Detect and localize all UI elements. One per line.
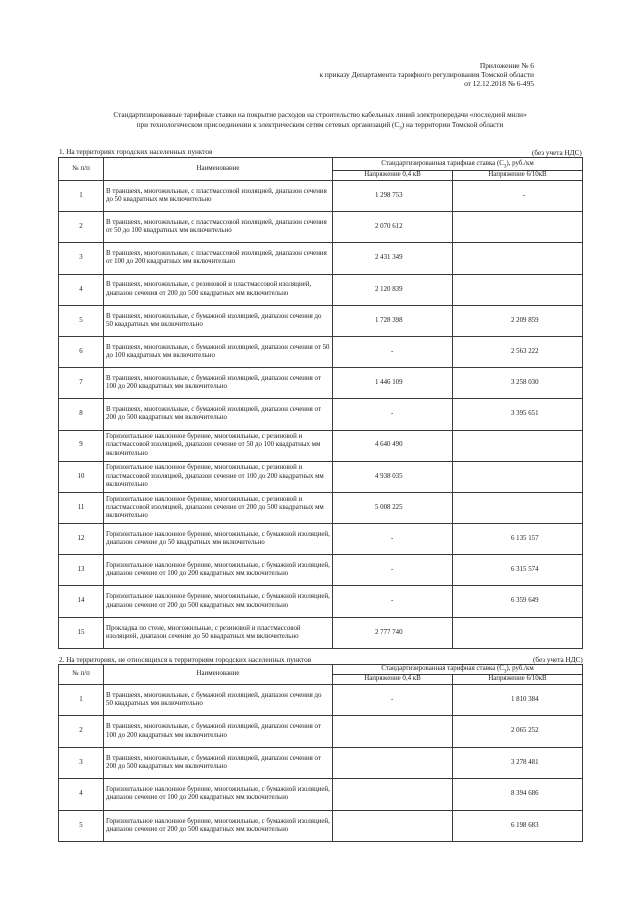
row-name: В траншеях, многожильные, с резиновой и пластмассовой изоляцией, диапазон сечения от 200 до 500 квадратных мм включительно bbox=[104, 274, 333, 305]
row-name: Горизонтальное наклонное бурение, многожильные, с бумажной изоляцией, диапазон сечение от 200 до 500 квадратных мм включительно bbox=[104, 810, 333, 841]
row-name: Горизонтальное наклонное бурение, многожильные, с бумажной изоляцией, диапазон сечение от 100 до 200 квадратных мм включительно bbox=[104, 779, 333, 810]
row-rate-0-4kv: 2 777 740 bbox=[333, 617, 453, 648]
rate-sub: 3 bbox=[503, 669, 507, 675]
table-row bbox=[59, 524, 583, 555]
row-rate-0-4kv bbox=[333, 716, 453, 747]
col-rate-header bbox=[333, 158, 583, 171]
row-rate-6-10kv bbox=[453, 243, 583, 274]
table-row bbox=[59, 747, 583, 778]
rate-pre: Стандартизированная тарифная ставка (С bbox=[381, 159, 504, 167]
row-rate-0-4kv: - bbox=[333, 336, 453, 367]
rate-post: ), руб./км bbox=[506, 665, 534, 673]
title-line-2-post: ) на территории Томской области bbox=[401, 120, 504, 129]
section-2-vat-note: (без учета НДС) bbox=[533, 656, 583, 664]
row-rate-6-10kv bbox=[453, 274, 583, 305]
table-row bbox=[59, 399, 583, 430]
row-rate-6-10kv: 6 198 683 bbox=[453, 810, 583, 841]
rate-post: ), руб./км bbox=[506, 159, 534, 167]
row-name: В траншеях, многожильные, с бумажной изоляцией, диапазон сечения от 100 до 200 квадратных мм включительно bbox=[104, 368, 333, 399]
row-name: В траншеях, многожильные, с пластмассовой изоляцией, диапазон сечения до 50 квадратных мм включительно bbox=[104, 181, 333, 212]
table-row bbox=[59, 181, 583, 212]
row-number: 6 bbox=[59, 336, 104, 367]
table-row bbox=[59, 461, 583, 492]
row-number: 4 bbox=[59, 274, 104, 305]
row-rate-0-4kv bbox=[333, 747, 453, 778]
table-row bbox=[59, 685, 583, 716]
row-rate-0-4kv: 5 008 225 bbox=[333, 492, 453, 523]
row-rate-6-10kv: 6 359 649 bbox=[453, 586, 583, 617]
row-name: В траншеях, многожильные, с бумажной изоляцией, диапазон сечения от 50 до 100 квадратных мм включительно bbox=[104, 336, 333, 367]
row-name: В траншеях, многожильные, с бумажной изоляцией, диапазон сечения от 200 до 500 квадратных мм включительно bbox=[104, 747, 333, 778]
row-name: Горизонтальное наклонное бурение, многожильные, с резиновой и пластмассовой изоляцией, диапазон сечение от 100 до 200 квадратных мм включительно bbox=[104, 461, 333, 492]
row-number: 5 bbox=[59, 305, 104, 336]
row-rate-6-10kv: 6 135 157 bbox=[453, 524, 583, 555]
row-number: 3 bbox=[59, 747, 104, 778]
row-number: 12 bbox=[59, 524, 104, 555]
title-line-2-sub: 3 bbox=[399, 125, 402, 131]
row-number: 15 bbox=[59, 617, 104, 648]
row-rate-0-4kv bbox=[333, 810, 453, 841]
row-rate-0-4kv: - bbox=[333, 586, 453, 617]
row-rate-0-4kv: 2 070 612 bbox=[333, 212, 453, 243]
row-rate-6-10kv bbox=[453, 461, 583, 492]
row-rate-6-10kv bbox=[453, 617, 583, 648]
row-number: 10 bbox=[59, 461, 104, 492]
section-2-title: 2. На территориях, не относящихся к территориям городских населенных пунктов bbox=[59, 656, 312, 664]
row-rate-0-4kv: 2 431 349 bbox=[333, 243, 453, 274]
table-row bbox=[59, 617, 583, 648]
col-name-header: Наименование bbox=[104, 158, 333, 181]
row-name: В траншеях, многожильные, с бумажной изоляцией, диапазон сечения до 50 квадратных мм включительно bbox=[104, 305, 333, 336]
row-number: 9 bbox=[59, 430, 104, 461]
row-rate-6-10kv: - bbox=[453, 181, 583, 212]
row-name: В траншеях, многожильные, с бумажной изоляцией, диапазон сечения до 50 квадратных мм включительно bbox=[104, 685, 333, 716]
table-header-row bbox=[59, 665, 583, 675]
title-line-2-pre: при технологическом присоединении к электрическим сетям сетевых организаций (С bbox=[136, 120, 400, 129]
row-number: 3 bbox=[59, 243, 104, 274]
table-row bbox=[59, 555, 583, 586]
table-row bbox=[59, 779, 583, 810]
row-rate-0-4kv: 2 120 839 bbox=[333, 274, 453, 305]
title-line-1: Стандартизированные тарифные ставки на покрытие расходов на строительство кабельных линий электропередачи «последней мили» bbox=[113, 111, 527, 119]
row-name: Горизонтальное наклонное бурение, многожильные, с бумажной изоляцией, диапазон сечение от 200 до 500 квадратных мм включительно bbox=[104, 586, 333, 617]
row-number: 1 bbox=[59, 685, 104, 716]
row-rate-0-4kv: 1 298 753 bbox=[333, 181, 453, 212]
row-name: В траншеях, многожильные, с бумажной изоляцией, диапазон сечения от 100 до 200 квадратных мм включительно bbox=[104, 716, 333, 747]
rate-pre: Стандартизированная тарифная ставка (С bbox=[381, 665, 504, 673]
row-rate-6-10kv: 2 563 222 bbox=[453, 336, 583, 367]
table-row bbox=[59, 368, 583, 399]
row-name: В траншеях, многожильные, с пластмассовой изоляцией, диапазон сечения от 50 до 100 квадратных мм включительно bbox=[104, 212, 333, 243]
row-number: 5 bbox=[59, 810, 104, 841]
row-number: 1 bbox=[59, 181, 104, 212]
table-row bbox=[59, 586, 583, 617]
row-name: Горизонтальное наклонное бурение, многожильные, с резиновой и пластмассовой изоляцией, диапазон сечение от 200 до 500 квадратных мм включительно bbox=[104, 492, 333, 523]
row-name: В траншеях, многожильные, с пластмассовой изоляцией, диапазон сечения от 100 до 200 квадратных мм включительно bbox=[104, 243, 333, 274]
row-rate-0-4kv: 4 938 035 bbox=[333, 461, 453, 492]
row-name: В траншеях, многожильные, с бумажной изоляцией, диапазон сечения от 200 до 500 квадратных мм включительно bbox=[104, 399, 333, 430]
row-name: Горизонтальное наклонное бурение, многожильные, с бумажной изоляцией, диапазон сечение до 50 квадратных мм включительно bbox=[104, 524, 333, 555]
row-rate-6-10kv bbox=[453, 492, 583, 523]
table-row bbox=[59, 716, 583, 747]
col-name-header: Наименование bbox=[104, 665, 333, 685]
table-row bbox=[59, 243, 583, 274]
col-v04-header: Напряжение 0,4 кВ bbox=[333, 171, 453, 181]
col-rate-header bbox=[333, 665, 583, 675]
table-row bbox=[59, 336, 583, 367]
col-v610-header: Напряжение 6/10кВ bbox=[453, 171, 583, 181]
table-row bbox=[59, 430, 583, 461]
row-name: Горизонтальное наклонное бурение, многожильные, с резиновой и пластмассовой изоляцией, диапазон сечение от 50 до 100 квадратных мм включительно bbox=[104, 430, 333, 461]
row-rate-6-10kv bbox=[453, 212, 583, 243]
col-num-header: № п/п bbox=[59, 665, 104, 685]
order-reference: к приказу Департамента тарифного регулирования Томской области bbox=[319, 70, 534, 79]
row-rate-0-4kv: 4 640 490 bbox=[333, 430, 453, 461]
row-rate-6-10kv bbox=[453, 430, 583, 461]
row-rate-6-10kv: 8 394 686 bbox=[453, 779, 583, 810]
col-v610-header: Напряжение 6/10кВ bbox=[453, 675, 583, 685]
row-rate-6-10kv: 3 395 651 bbox=[453, 399, 583, 430]
table-row bbox=[59, 492, 583, 523]
row-rate-6-10kv: 3 258 030 bbox=[453, 368, 583, 399]
row-rate-0-4kv: - bbox=[333, 524, 453, 555]
row-rate-6-10kv: 6 315 574 bbox=[453, 555, 583, 586]
section-1-vat-note: (без учета НДС) bbox=[532, 149, 582, 157]
order-date: от 12.12.2018 № 6-495 bbox=[464, 79, 534, 88]
row-number: 8 bbox=[59, 399, 104, 430]
row-rate-0-4kv: - bbox=[333, 555, 453, 586]
table-row bbox=[59, 810, 583, 841]
row-name: Горизонтальное наклонное бурение, многожильные, с бумажной изоляцией, диапазон сечение от 100 до 200 квадратных мм включительно bbox=[104, 555, 333, 586]
table-row bbox=[59, 274, 583, 305]
col-v04-header: Напряжение 0,4 кВ bbox=[333, 675, 453, 685]
appendix-header bbox=[319, 61, 534, 88]
row-rate-6-10kv: 2 065 252 bbox=[453, 716, 583, 747]
row-rate-0-4kv: - bbox=[333, 685, 453, 716]
row-rate-0-4kv: - bbox=[333, 399, 453, 430]
section-2-table bbox=[58, 664, 583, 842]
row-rate-0-4kv bbox=[333, 779, 453, 810]
section-1-title: 1. На территориях городских населенных пунктов bbox=[59, 148, 213, 156]
appendix-number: Приложение № 6 bbox=[479, 61, 534, 70]
row-number: 14 bbox=[59, 586, 104, 617]
row-number: 2 bbox=[59, 212, 104, 243]
rate-sub: 3 bbox=[503, 164, 507, 170]
row-name: Прокладка по стене, многожильные, с резиновой и пластмассовой изоляцией, диапазон сечение до 50 квадратных мм включительно bbox=[104, 617, 333, 648]
row-rate-0-4kv: 1 446 109 bbox=[333, 368, 453, 399]
row-rate-6-10kv: 2 209 859 bbox=[453, 305, 583, 336]
row-number: 11 bbox=[59, 492, 104, 523]
row-number: 13 bbox=[59, 555, 104, 586]
table-row bbox=[59, 305, 583, 336]
row-number: 4 bbox=[59, 779, 104, 810]
table-row bbox=[59, 212, 583, 243]
document-title bbox=[30, 111, 610, 130]
table-header-row bbox=[59, 158, 583, 171]
col-num-header: № п/п bbox=[59, 158, 104, 181]
row-number: 2 bbox=[59, 716, 104, 747]
row-rate-0-4kv: 1 728 398 bbox=[333, 305, 453, 336]
row-rate-6-10kv: 1 810 384 bbox=[453, 685, 583, 716]
row-rate-6-10kv: 3 278 481 bbox=[453, 747, 583, 778]
section-1-table bbox=[58, 157, 583, 649]
row-number: 7 bbox=[59, 368, 104, 399]
title-line-2 bbox=[30, 121, 610, 131]
